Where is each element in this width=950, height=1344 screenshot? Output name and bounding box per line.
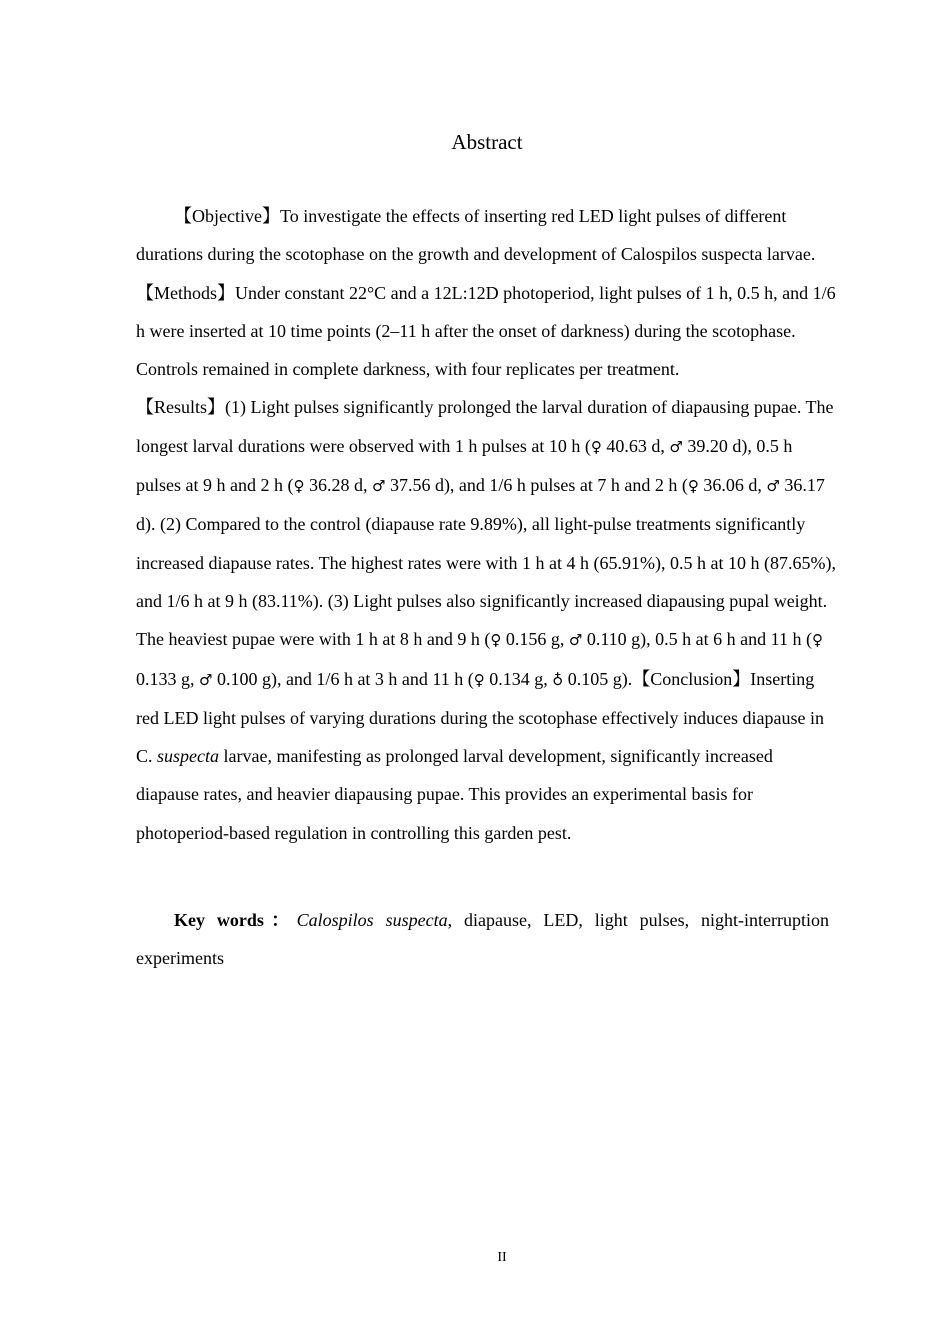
female-symbol-icon: ♀ <box>473 670 485 689</box>
results-text: 37.56 d), and 1/6 h pulses at 7 h and 2 h ( <box>385 475 688 496</box>
results-text: 36.17 d). (2) Compared to the control (diapause rate 9.89%), all light-pulse treatments significantly increased diapause rates. The highest rates were with 1 h at 4 h (65.91%), 0.5 h at 10 h (87.65%), and 1/6 h at 9 h (83.11%). (3) Light pulses also significantly increased diapausing pupal weight. The heaviest pupae were with 1 h at 8 h and 9 h ( <box>136 475 836 650</box>
results-label: 【Results】 <box>136 397 226 418</box>
male-symbol-icon: ♂ <box>199 670 213 689</box>
keywords-species: Calospilos suspecta <box>296 910 448 930</box>
male-symbol-icon: ♂ <box>568 631 583 650</box>
male-symbol-alt-icon: ♁ <box>552 670 564 689</box>
results-text: 36.06 d, <box>698 475 767 496</box>
male-symbol-icon: ♂ <box>766 477 780 496</box>
objective-label: 【Objective】 <box>174 206 280 226</box>
results-text: (1) Light pulses significantly prolonged the larval duration of diapausing pupae. The longest larval durations were observed with 1 h pulses at 10 h ( <box>136 397 834 456</box>
results-text: 0.134 g, <box>484 668 553 689</box>
species-italic: suspecta <box>157 746 220 767</box>
female-symbol-icon: ♀ <box>590 437 602 456</box>
results-text: 0.100 g), and 1/6 h at 3 h and 11 h ( <box>212 668 474 689</box>
female-symbol-icon: ♀ <box>293 477 305 496</box>
page-number: II <box>497 1250 507 1265</box>
conclusion-text: Inserting red LED light pulses of varying durations during the scotophase effectively induces diapause in C. <box>136 668 824 767</box>
male-symbol-icon: ♂ <box>371 477 386 496</box>
keywords-paragraph <box>136 901 829 977</box>
female-symbol-icon: ♀ <box>811 631 823 650</box>
abstract-body <box>136 197 836 852</box>
conclusion-label: 【Conclusion】 <box>632 668 751 689</box>
keywords-list: , diapause, LED, light pulses, night-interruption experiments <box>136 910 829 968</box>
results-text: 0.110 g), 0.5 h at 6 h and 11 h ( <box>582 629 812 650</box>
female-symbol-icon: ♀ <box>687 477 699 496</box>
male-symbol-icon: ♂ <box>669 437 683 456</box>
methods-label: 【Methods】 <box>136 282 235 303</box>
results-text: 39.20 d), 0.5 h pulses at 9 h and 2 h ( <box>136 435 793 496</box>
female-symbol-icon: ♀ <box>490 631 502 650</box>
objective-text: To investigate the effects of inserting red LED light pulses of different durations during the scotophase on the growth and development of Calospilos suspecta larvae. <box>136 206 816 265</box>
results-text: 0.156 g, <box>501 629 569 650</box>
conclusion-text: larvae, manifesting as prolonged larval development, significantly increased diapause rates, and heavier diapausing pupae. This provides an experimental basis for photoperiod-based regulation in controlling this garden pest. <box>136 746 773 843</box>
keywords-label: Key words： <box>174 910 297 930</box>
results-text: 0.133 g, <box>136 668 199 689</box>
results-text: 36.28 d, <box>304 475 372 496</box>
results-text: 40.63 d, <box>601 435 670 456</box>
methods-text: Under constant 22°C and a 12L:12D photoperiod, light pulses of 1 h, 0.5 h, and 1/6 h were inserted at 10 time points (2–11 h after the onset of darkness) during the scotophase. Controls remained in complete darkness, with four replicates per treatment. <box>136 282 836 380</box>
results-text: 0.105 g). <box>563 668 633 689</box>
abstract-title: Abstract <box>451 130 523 154</box>
